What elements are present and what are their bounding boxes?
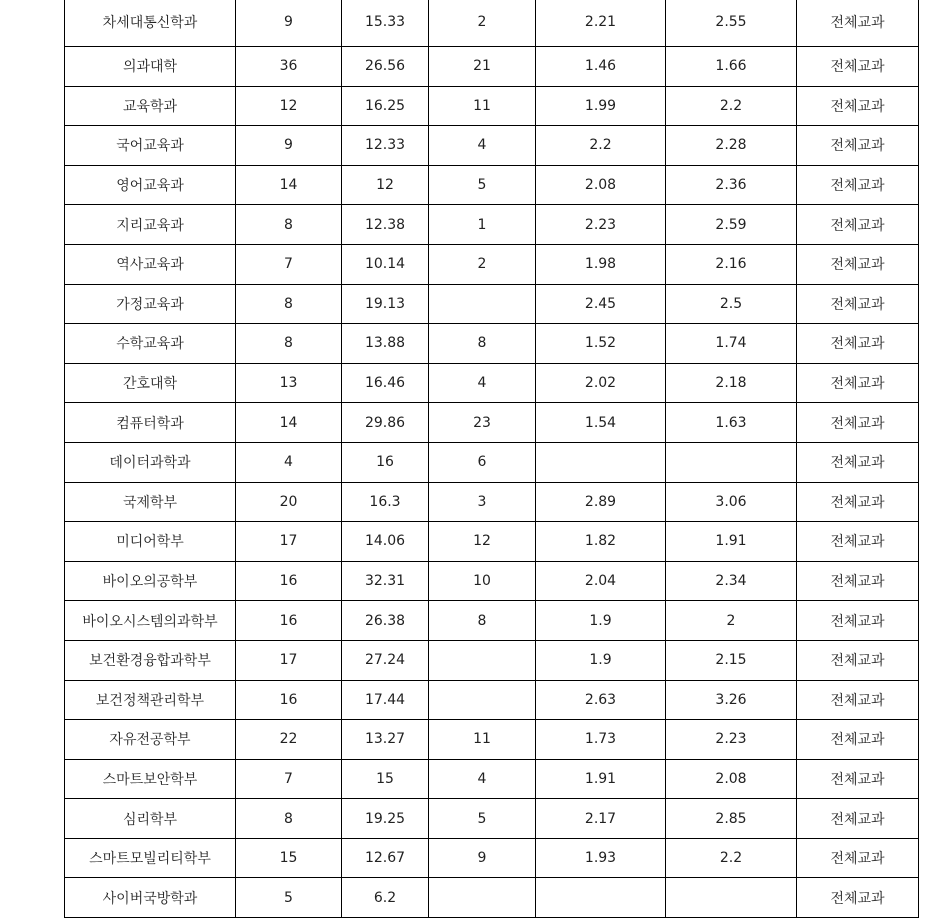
competition-rate-cell: 15: [342, 759, 429, 799]
department-cell: 의과대학: [65, 47, 236, 87]
department-cell: 역사교육과: [65, 244, 236, 284]
grade-70-cell: 1.91: [666, 522, 797, 562]
quota-cell: 20: [236, 482, 342, 522]
additional-cell: 1: [429, 205, 536, 245]
quota-cell: 16: [236, 601, 342, 641]
table-row: [65, 878, 919, 918]
grade-50-cell: 1.99: [536, 86, 666, 126]
quota-cell: 4: [236, 442, 342, 482]
admissions-table: [64, 0, 919, 918]
subject-cell: 전체교과: [797, 640, 919, 680]
grade-70-cell: 2.59: [666, 205, 797, 245]
grade-70-cell: 2.28: [666, 126, 797, 166]
grade-70-cell: 2: [666, 601, 797, 641]
department-cell: 국제학부: [65, 482, 236, 522]
quota-cell: 9: [236, 126, 342, 166]
grade-50-cell: [536, 442, 666, 482]
subject-cell: 전체교과: [797, 0, 919, 47]
competition-rate-cell: 32.31: [342, 561, 429, 601]
subject-cell: 전체교과: [797, 720, 919, 760]
department-cell: 지리교육과: [65, 205, 236, 245]
competition-rate-cell: 16.25: [342, 86, 429, 126]
department-cell: 스마트모빌리티학부: [65, 838, 236, 878]
subject-cell: 전체교과: [797, 442, 919, 482]
competition-rate-cell: 6.2: [342, 878, 429, 918]
subject-cell: 전체교과: [797, 165, 919, 205]
subject-cell: 전체교과: [797, 601, 919, 641]
competition-rate-cell: 12: [342, 165, 429, 205]
subject-cell: 전체교과: [797, 324, 919, 364]
additional-cell: [429, 680, 536, 720]
grade-70-cell: 2.15: [666, 640, 797, 680]
subject-cell: 전체교과: [797, 47, 919, 87]
table-row: [65, 640, 919, 680]
additional-cell: 12: [429, 522, 536, 562]
department-cell: 데이터과학과: [65, 442, 236, 482]
grade-70-cell: 2.34: [666, 561, 797, 601]
competition-rate-cell: 12.33: [342, 126, 429, 166]
table-row: [65, 522, 919, 562]
competition-rate-cell: 29.86: [342, 403, 429, 443]
department-cell: 영어교육과: [65, 165, 236, 205]
grade-70-cell: 2.36: [666, 165, 797, 205]
grade-70-cell: 1.66: [666, 47, 797, 87]
subject-cell: 전체교과: [797, 86, 919, 126]
additional-cell: 8: [429, 324, 536, 364]
grade-70-cell: 3.06: [666, 482, 797, 522]
table-row: [65, 680, 919, 720]
table-row: [65, 720, 919, 760]
additional-cell: 2: [429, 244, 536, 284]
quota-cell: 14: [236, 165, 342, 205]
grade-50-cell: 2.02: [536, 363, 666, 403]
subject-cell: 전체교과: [797, 838, 919, 878]
subject-cell: 전체교과: [797, 126, 919, 166]
grade-70-cell: 1.63: [666, 403, 797, 443]
subject-cell: 전체교과: [797, 878, 919, 918]
grade-50-cell: 1.93: [536, 838, 666, 878]
quota-cell: 36: [236, 47, 342, 87]
grade-50-cell: 1.52: [536, 324, 666, 364]
grade-70-cell: 2.5: [666, 284, 797, 324]
grade-70-cell: 1.74: [666, 324, 797, 364]
grade-50-cell: 1.73: [536, 720, 666, 760]
grade-70-cell: 2.55: [666, 0, 797, 47]
competition-rate-cell: 12.38: [342, 205, 429, 245]
grade-70-cell: 2.2: [666, 838, 797, 878]
additional-cell: 6: [429, 442, 536, 482]
grade-70-cell: 2.85: [666, 799, 797, 839]
competition-rate-cell: 12.67: [342, 838, 429, 878]
grade-50-cell: 1.46: [536, 47, 666, 87]
department-cell: 바이오의공학부: [65, 561, 236, 601]
competition-rate-cell: 13.27: [342, 720, 429, 760]
department-cell: 컴퓨터학과: [65, 403, 236, 443]
quota-cell: 17: [236, 522, 342, 562]
grade-50-cell: 2.2: [536, 126, 666, 166]
grade-50-cell: 2.45: [536, 284, 666, 324]
table-row: [65, 205, 919, 245]
quota-cell: 12: [236, 86, 342, 126]
table-row: [65, 86, 919, 126]
competition-rate-cell: 26.38: [342, 601, 429, 641]
table-row: [65, 403, 919, 443]
additional-cell: [429, 640, 536, 680]
department-cell: 사이버국방학과: [65, 878, 236, 918]
grade-50-cell: 1.54: [536, 403, 666, 443]
grade-50-cell: 1.98: [536, 244, 666, 284]
table-row: [65, 838, 919, 878]
subject-cell: 전체교과: [797, 205, 919, 245]
competition-rate-cell: 19.25: [342, 799, 429, 839]
competition-rate-cell: 27.24: [342, 640, 429, 680]
subject-cell: 전체교과: [797, 363, 919, 403]
grade-50-cell: 2.04: [536, 561, 666, 601]
grade-50-cell: 1.91: [536, 759, 666, 799]
table-row: [65, 482, 919, 522]
department-cell: 가정교육과: [65, 284, 236, 324]
department-cell: 스마트보안학부: [65, 759, 236, 799]
competition-rate-cell: 16.46: [342, 363, 429, 403]
department-cell: 간호대학: [65, 363, 236, 403]
additional-cell: 4: [429, 363, 536, 403]
additional-cell: 5: [429, 799, 536, 839]
quota-cell: 14: [236, 403, 342, 443]
grade-70-cell: [666, 442, 797, 482]
subject-cell: 전체교과: [797, 680, 919, 720]
department-cell: 심리학부: [65, 799, 236, 839]
grade-50-cell: 2.08: [536, 165, 666, 205]
grade-50-cell: 2.21: [536, 0, 666, 47]
grade-70-cell: 2.23: [666, 720, 797, 760]
grade-70-cell: 2.16: [666, 244, 797, 284]
grade-70-cell: 3.26: [666, 680, 797, 720]
grade-70-cell: 2.08: [666, 759, 797, 799]
competition-rate-cell: 17.44: [342, 680, 429, 720]
quota-cell: 8: [236, 324, 342, 364]
table-row: [65, 0, 919, 47]
quota-cell: 8: [236, 799, 342, 839]
competition-rate-cell: 10.14: [342, 244, 429, 284]
department-cell: 국어교육과: [65, 126, 236, 166]
additional-cell: 4: [429, 759, 536, 799]
additional-cell: 4: [429, 126, 536, 166]
additional-cell: 8: [429, 601, 536, 641]
table-row: [65, 759, 919, 799]
competition-rate-cell: 13.88: [342, 324, 429, 364]
additional-cell: 21: [429, 47, 536, 87]
grade-50-cell: 2.89: [536, 482, 666, 522]
competition-rate-cell: 26.56: [342, 47, 429, 87]
additional-cell: 23: [429, 403, 536, 443]
grade-70-cell: [666, 878, 797, 918]
table-row: [65, 126, 919, 166]
competition-rate-cell: 16: [342, 442, 429, 482]
table-row: [65, 601, 919, 641]
competition-rate-cell: 19.13: [342, 284, 429, 324]
additional-cell: 11: [429, 720, 536, 760]
subject-cell: 전체교과: [797, 284, 919, 324]
table-row: [65, 363, 919, 403]
table-row: [65, 799, 919, 839]
table-row: [65, 47, 919, 87]
competition-rate-cell: 16.3: [342, 482, 429, 522]
grade-50-cell: [536, 878, 666, 918]
quota-cell: 9: [236, 0, 342, 47]
grade-50-cell: 1.82: [536, 522, 666, 562]
quota-cell: 16: [236, 680, 342, 720]
subject-cell: 전체교과: [797, 561, 919, 601]
additional-cell: 2: [429, 0, 536, 47]
table-row: [65, 442, 919, 482]
competition-rate-cell: 14.06: [342, 522, 429, 562]
table-row: [65, 324, 919, 364]
table-body: [65, 0, 919, 918]
department-cell: 차세대통신학과: [65, 0, 236, 47]
subject-cell: 전체교과: [797, 482, 919, 522]
department-cell: 보건정책관리학부: [65, 680, 236, 720]
department-cell: 교육학과: [65, 86, 236, 126]
department-cell: 수학교육과: [65, 324, 236, 364]
admissions-table-container: [64, 0, 918, 918]
grade-50-cell: 2.17: [536, 799, 666, 839]
quota-cell: 13: [236, 363, 342, 403]
grade-70-cell: 2.18: [666, 363, 797, 403]
table-row: [65, 165, 919, 205]
grade-50-cell: 1.9: [536, 601, 666, 641]
quota-cell: 5: [236, 878, 342, 918]
additional-cell: 10: [429, 561, 536, 601]
quota-cell: 16: [236, 561, 342, 601]
grade-50-cell: 2.63: [536, 680, 666, 720]
subject-cell: 전체교과: [797, 799, 919, 839]
quota-cell: 15: [236, 838, 342, 878]
grade-50-cell: 2.23: [536, 205, 666, 245]
subject-cell: 전체교과: [797, 759, 919, 799]
additional-cell: 5: [429, 165, 536, 205]
subject-cell: 전체교과: [797, 522, 919, 562]
additional-cell: [429, 284, 536, 324]
department-cell: 미디어학부: [65, 522, 236, 562]
subject-cell: 전체교과: [797, 244, 919, 284]
grade-70-cell: 2.2: [666, 86, 797, 126]
quota-cell: 8: [236, 284, 342, 324]
subject-cell: 전체교과: [797, 403, 919, 443]
quota-cell: 7: [236, 759, 342, 799]
quota-cell: 17: [236, 640, 342, 680]
table-row: [65, 561, 919, 601]
quota-cell: 7: [236, 244, 342, 284]
table-row: [65, 244, 919, 284]
department-cell: 자유전공학부: [65, 720, 236, 760]
quota-cell: 8: [236, 205, 342, 245]
competition-rate-cell: 15.33: [342, 0, 429, 47]
table-row: [65, 284, 919, 324]
additional-cell: 11: [429, 86, 536, 126]
department-cell: 바이오시스템의과학부: [65, 601, 236, 641]
grade-50-cell: 1.9: [536, 640, 666, 680]
additional-cell: 3: [429, 482, 536, 522]
additional-cell: 9: [429, 838, 536, 878]
department-cell: 보건환경융합과학부: [65, 640, 236, 680]
quota-cell: 22: [236, 720, 342, 760]
additional-cell: [429, 878, 536, 918]
